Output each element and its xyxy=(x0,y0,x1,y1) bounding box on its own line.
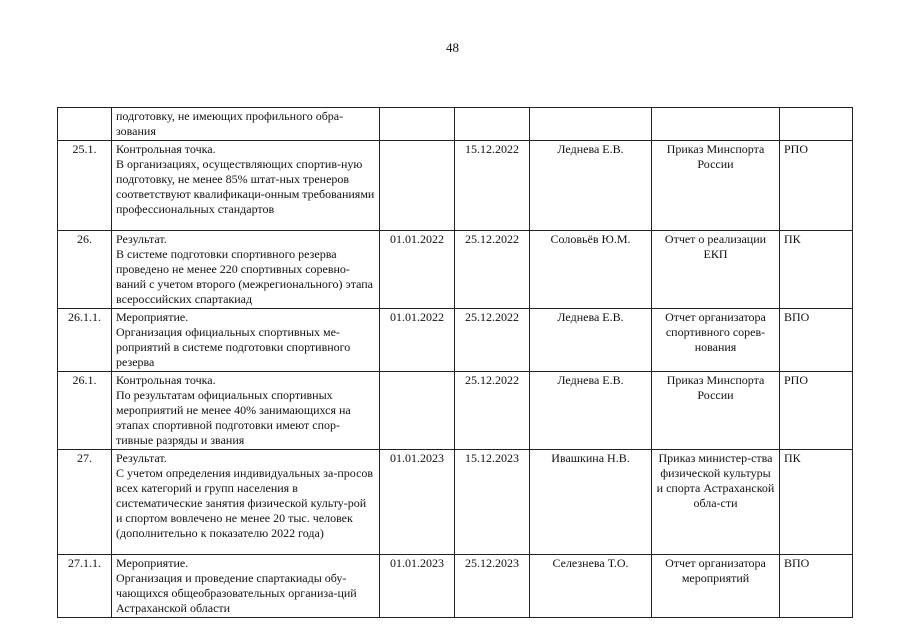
table-row xyxy=(58,231,853,309)
row-description xyxy=(112,555,380,618)
row-document: Приказ Минспорта России xyxy=(652,141,780,231)
row-description-title: Контрольная точка. xyxy=(116,373,216,387)
table-row xyxy=(58,450,853,555)
row-start-date: 01.01.2022 xyxy=(380,309,455,372)
row-number: 27. xyxy=(58,450,112,555)
row-description xyxy=(112,309,380,372)
row-start-date: 01.01.2023 xyxy=(380,555,455,618)
row-description-body: По результатам официальных спортивных мероприятий не менее 40% занимающихся на этапах спортивной подготовки имеют спор-тивные разряды и звания xyxy=(116,388,351,447)
row-description xyxy=(112,372,380,450)
row-start-date: 01.01.2022 xyxy=(380,231,455,309)
row-number xyxy=(58,108,112,141)
table-row xyxy=(58,309,853,372)
table-row xyxy=(58,141,853,231)
row-number: 26. xyxy=(58,231,112,309)
row-description xyxy=(112,141,380,231)
row-description xyxy=(112,231,380,309)
row-document: Приказ министер-ства физической культуры и спорта Астраханской обла-сти xyxy=(652,450,780,555)
row-end-date xyxy=(455,108,530,141)
row-responsible: Соловьёв Ю.М. xyxy=(530,231,652,309)
row-number: 27.1.1. xyxy=(58,555,112,618)
row-description-title: Контрольная точка. xyxy=(116,142,216,156)
row-responsible: Леднева Е.В. xyxy=(530,372,652,450)
page-number: 48 xyxy=(446,40,459,55)
row-start-date: 01.01.2023 xyxy=(380,450,455,555)
row-end-date: 15.12.2022 xyxy=(455,141,530,231)
row-description xyxy=(112,450,380,555)
row-document: Отчет организатора мероприятий xyxy=(652,555,780,618)
row-description-title: Мероприятие. xyxy=(116,556,189,570)
row-end-date: 25.12.2022 xyxy=(455,309,530,372)
row-responsible xyxy=(530,108,652,141)
row-document: Отчет о реализации ЕКП xyxy=(652,231,780,309)
row-level: ПК xyxy=(780,450,853,555)
row-end-date: 15.12.2023 xyxy=(455,450,530,555)
table-row xyxy=(58,372,853,450)
row-number: 25.1. xyxy=(58,141,112,231)
row-description-body: В системе подготовки спортивного резерва проведено не менее 220 спортивных соревно-ваний с учетом второго (межрегионального) этапа всероссийских спартакиад xyxy=(116,247,374,306)
row-end-date: 25.12.2022 xyxy=(455,231,530,309)
row-responsible: Селезнева Т.О. xyxy=(530,555,652,618)
row-description-title: Результат. xyxy=(116,451,167,465)
row-number: 26.1.1. xyxy=(58,309,112,372)
row-level: ВПО xyxy=(780,309,853,372)
row-start-date xyxy=(380,372,455,450)
row-description-body: Организация и проведение спартакиады обу-чающихся общеобразовательных организа-ций Астраханской области xyxy=(116,571,357,615)
row-end-date: 25.12.2022 xyxy=(455,372,530,450)
row-level xyxy=(780,108,853,141)
row-start-date xyxy=(380,141,455,231)
row-start-date xyxy=(380,108,455,141)
row-document xyxy=(652,108,780,141)
plan-table xyxy=(57,107,853,618)
row-responsible: Леднева Е.В. xyxy=(530,309,652,372)
row-description-body: С учетом определения индивидуальных за-просов всех категорий и групп населения в систематические занятия физической культу-рой и спортом вовлечено не менее 20 тыс. человек (дополнительно к показателю 2022 года) xyxy=(116,466,374,540)
row-description-body: В организациях, осуществляющих спортив-ную подготовку, не менее 85% штат-ных тренеров соответствуют квалификаци-онным требованиями профессиональных стандартов xyxy=(116,157,375,216)
row-document: Приказ Минспорта России xyxy=(652,372,780,450)
row-level: РПО xyxy=(780,372,853,450)
row-level: РПО xyxy=(780,141,853,231)
row-responsible: Ивашкина Н.В. xyxy=(530,450,652,555)
table-row xyxy=(58,108,853,141)
row-document: Отчет организатора спортивного сорев-нования xyxy=(652,309,780,372)
row-end-date: 25.12.2023 xyxy=(455,555,530,618)
row-description-title: Мероприятие. xyxy=(116,310,189,324)
row-description xyxy=(112,108,380,141)
row-number: 26.1. xyxy=(58,372,112,450)
table-row xyxy=(58,555,853,618)
row-description-body: подготовку, не имеющих профильного обра-зования xyxy=(116,109,344,138)
row-description-title: Результат. xyxy=(116,232,167,246)
row-level: ВПО xyxy=(780,555,853,618)
row-level: ПК xyxy=(780,231,853,309)
row-responsible: Леднева Е.В. xyxy=(530,141,652,231)
row-description-body: Организация официальных спортивных ме-роприятий в системе подготовки спортивного резерва xyxy=(116,325,351,369)
